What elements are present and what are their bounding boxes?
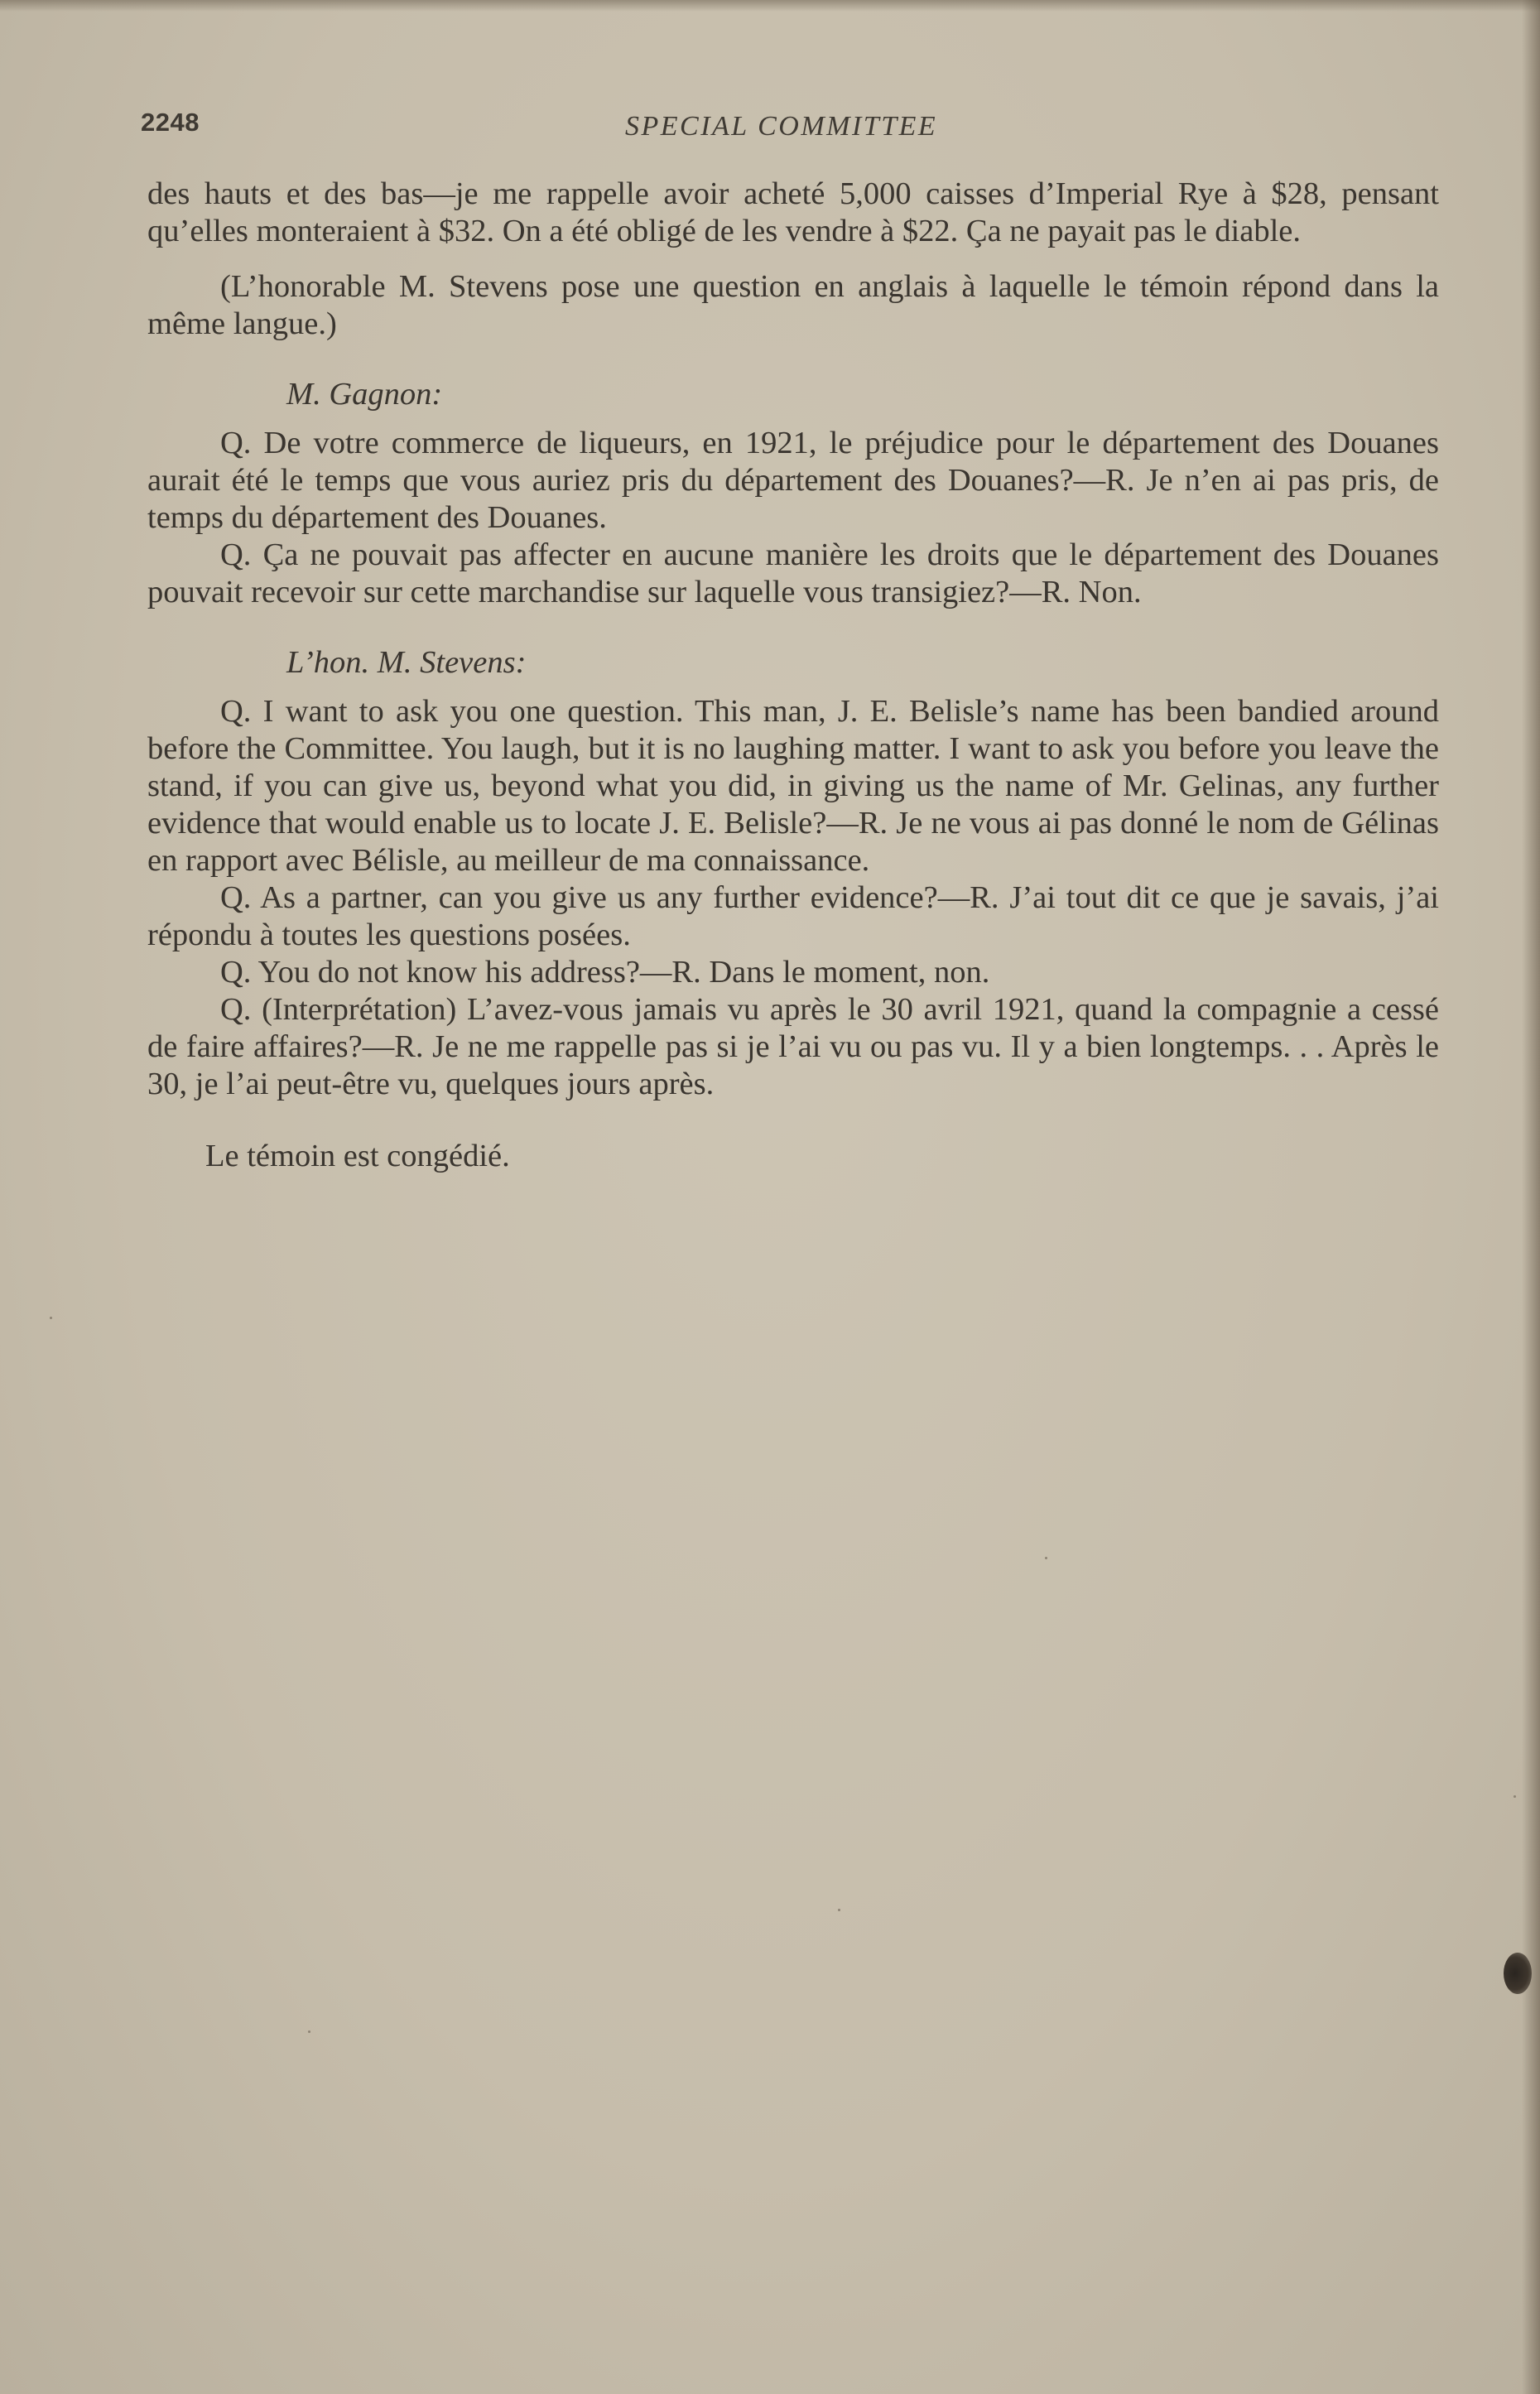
running-head: SPECIAL COMMITTEE [625, 111, 938, 142]
paragraph-continuation: des hauts et des bas—je me rappelle avoir acheté 5,000 caisses d’Imperial Rye à $28, pensant qu’elles monteraient à $32. On a été obligé de les vendre à $22. Ça ne payait pas le diable. [147, 176, 1439, 248]
paper-speck [1045, 1557, 1047, 1559]
body-text [147, 176, 1439, 1175]
paper-speck [838, 1909, 840, 1911]
paragraph-question: Q. De votre commerce de liqueurs, en 1921, le préjudice pour le département des Douanes aurait été le temps que vous auriez pris du département des Douanes?—R. Je n’en ai pas pris, de temps du département des Douanes. [147, 426, 1439, 535]
paper-speck [50, 1317, 52, 1319]
binding-hole [1504, 1953, 1532, 1994]
paragraph-question: Q. I want to ask you one question. This man, J. E. Belisle’s name has been bandied around before the Committee. You laugh, but it is no laughing matter. I want to ask you before you leave the stand, if you can give us, beyond what you did, in giving us the name of Mr. Gelinas, any further evidence that would enable us to locate J. E. Belisle?—R. Je ne vous ai pas donné le nom de Gélinas en rapport avec Bélisle, au meilleur de ma connaissance. [147, 694, 1439, 878]
paragraph-question: Q. You do not know his address?—R. Dans le moment, non. [220, 955, 990, 990]
paper-speck [308, 2030, 310, 2033]
speaker-heading: M. Gagnon: [286, 377, 443, 412]
page-top-shadow [0, 0, 1540, 12]
page-right-shadow [1522, 0, 1540, 2394]
paragraph-question: Q. Ça ne pouvait pas affecter en aucune manière les droits que le département des Douanes pouvait recevoir sur cette marchandise sur laquelle vous transigiez?—R. Non. [147, 537, 1439, 609]
paragraph-question: Q. (Interprétation) L’avez-vous jamais vu après le 30 avril 1921, quand la compagnie a cessé de faire affaires?—R. Je ne me rappelle pas si je l’ai vu ou pas vu. Il y a bien longtemps. . . Après le 30, je l’ai peut-être vu, quelques jours après. [147, 992, 1439, 1101]
speaker-heading: L’hon. M. Stevens: [286, 645, 527, 680]
page-number: 2248 [141, 108, 200, 137]
paragraph-question: Q. As a partner, can you give us any further evidence?—R. J’ai tout dit ce que je savais, j’ai répondu à toutes les questions posées. [147, 880, 1439, 952]
paper-speck [1514, 1795, 1516, 1798]
page-header [141, 108, 1432, 149]
closing-line: Le témoin est congédié. [205, 1139, 510, 1173]
paragraph-note: (L’honorable M. Stevens pose une question en anglais à laquelle le témoin répond dans la même langue.) [147, 269, 1439, 341]
